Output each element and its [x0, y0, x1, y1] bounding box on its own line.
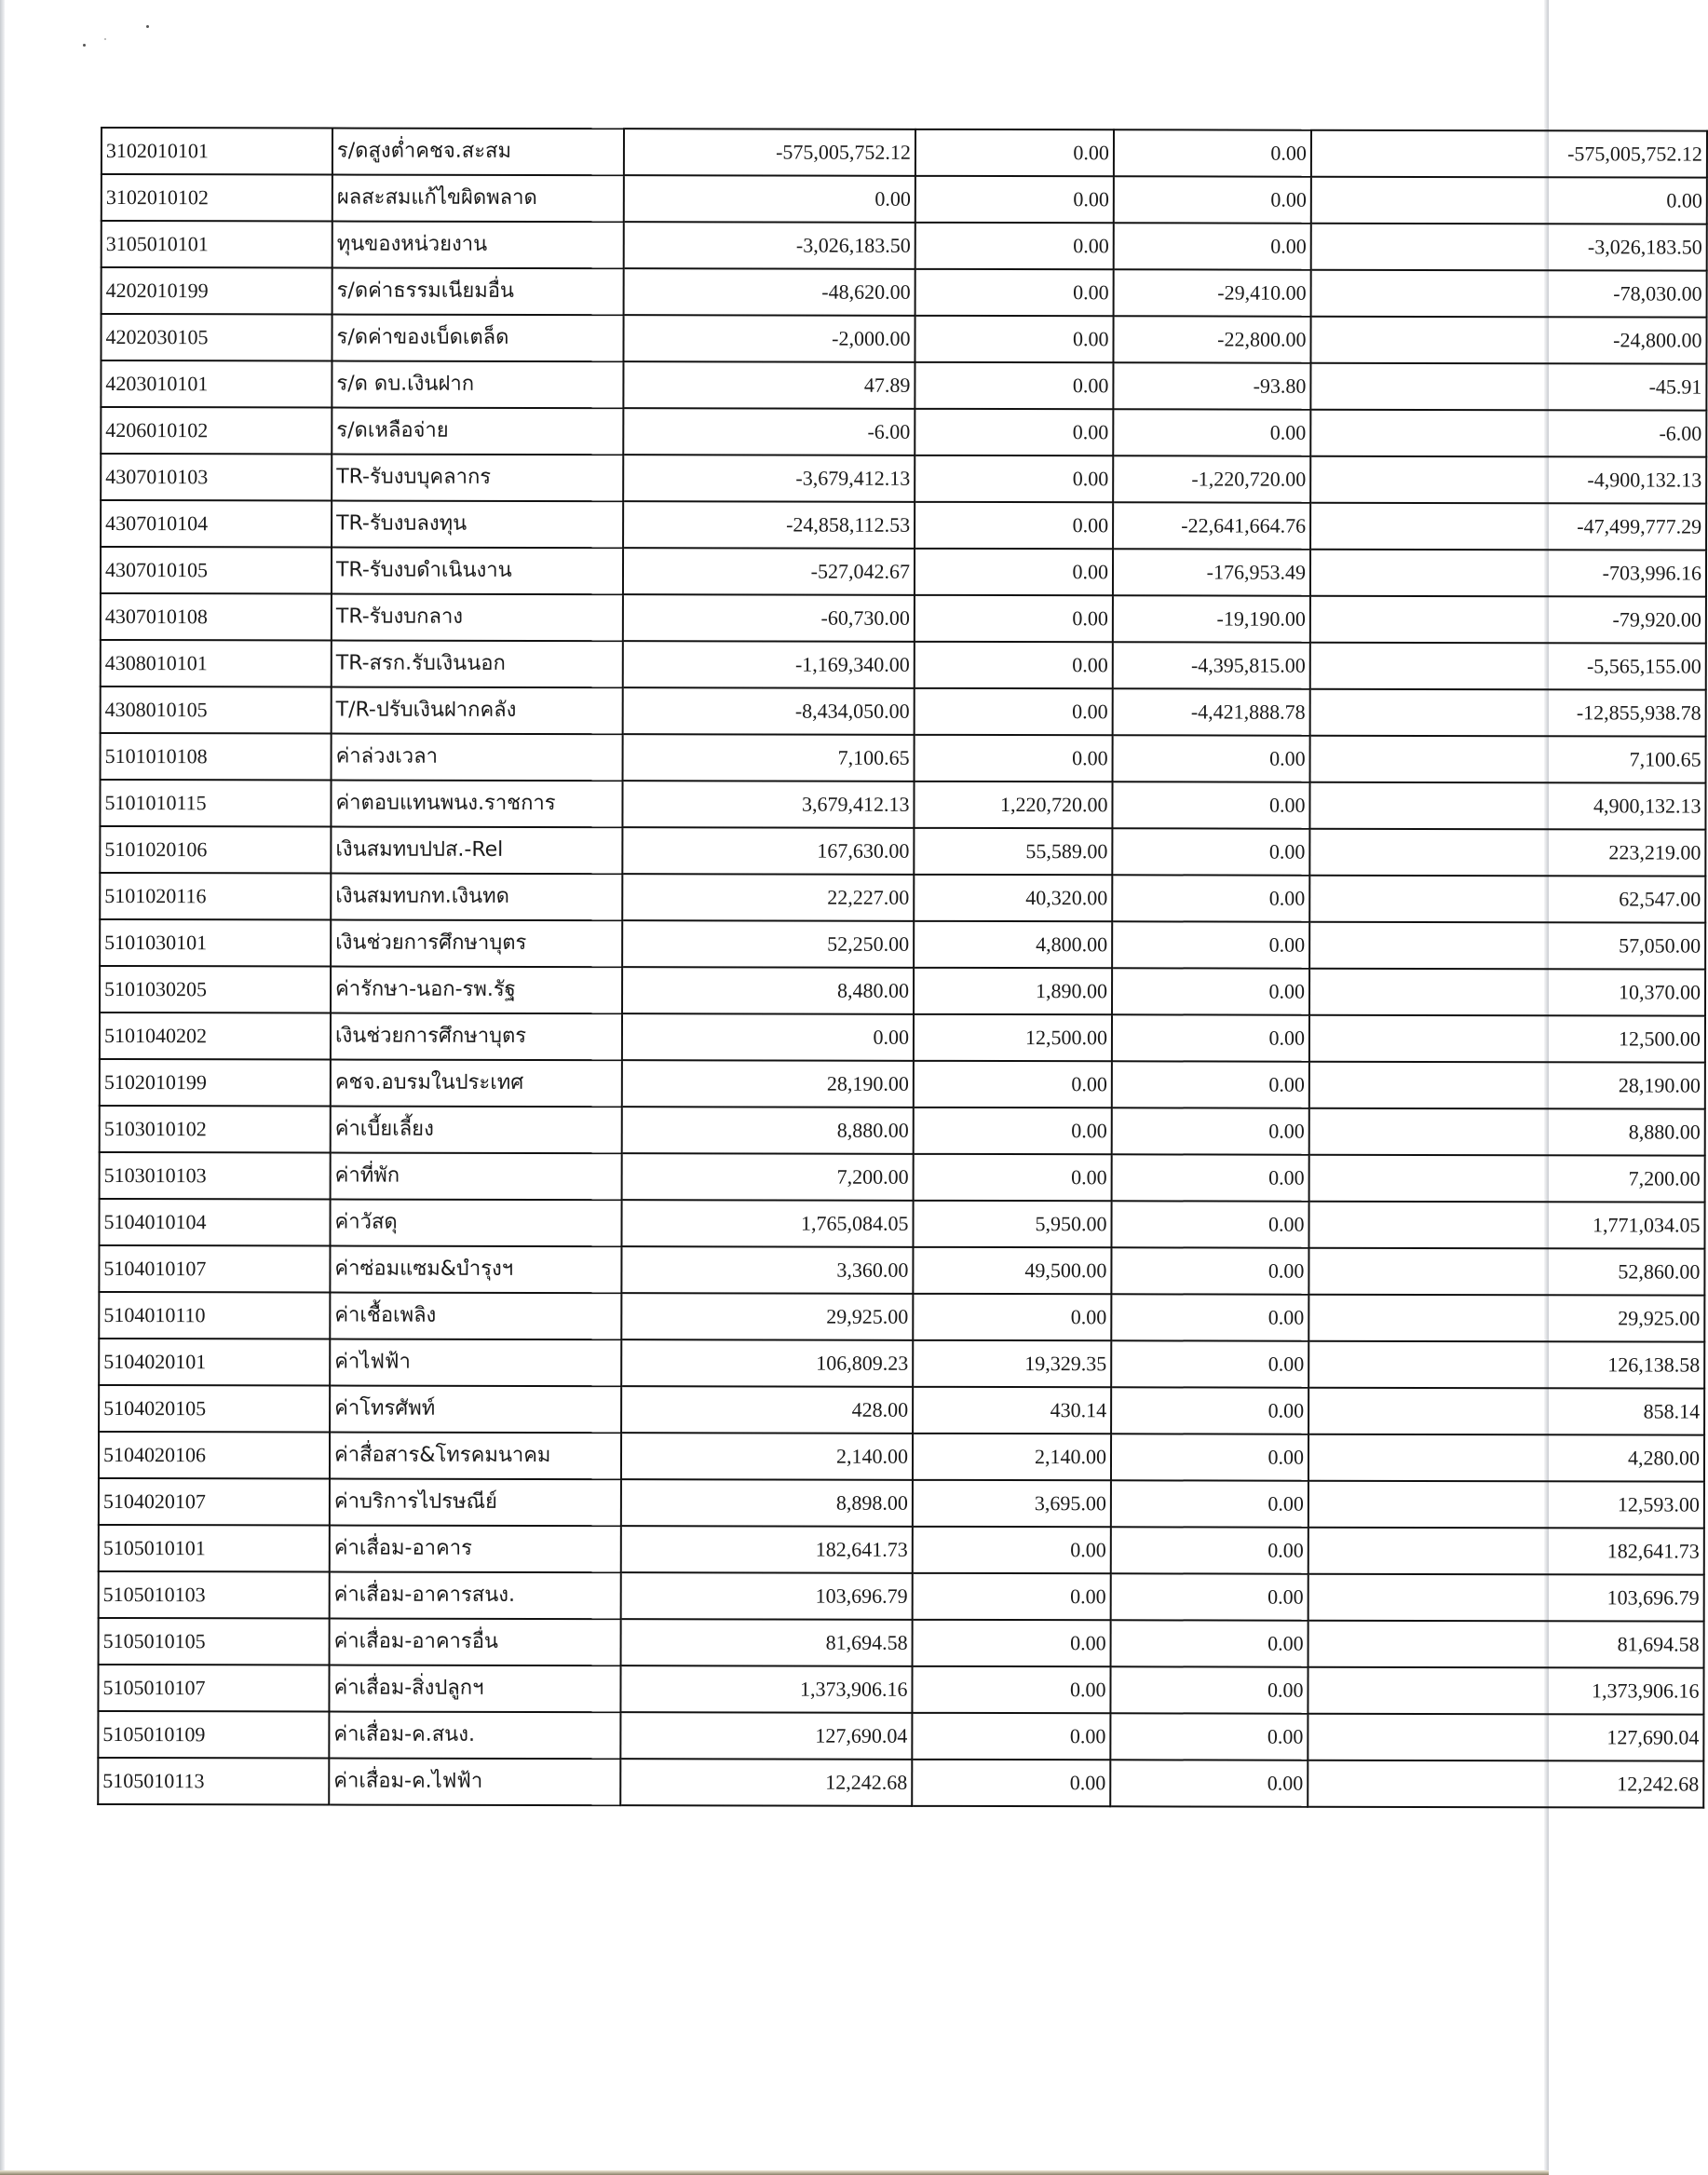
debit-cell: 19,329.35 — [913, 1340, 1111, 1387]
table-row — [100, 1059, 1705, 1109]
credit-cell: 0.00 — [1111, 1340, 1308, 1387]
table-row — [98, 1758, 1703, 1808]
closing-balance-cell: 858.14 — [1308, 1388, 1704, 1435]
debit-cell: 0.00 — [912, 1760, 1110, 1806]
opening-balance-cell: 8,480.00 — [622, 967, 914, 1014]
account-name-cell: ค่าวัสดุ — [330, 1200, 621, 1247]
credit-cell: -22,800.00 — [1113, 316, 1310, 362]
closing-balance-cell: 28,190.00 — [1309, 1062, 1705, 1109]
table-row — [100, 873, 1705, 923]
table-row — [100, 1152, 1705, 1203]
closing-balance-cell: -5,565,155.00 — [1310, 643, 1706, 690]
table-row — [99, 1339, 1704, 1389]
credit-cell: 0.00 — [1112, 968, 1309, 1014]
debit-cell: 0.00 — [914, 1154, 1112, 1201]
account-code-cell: 4307010103 — [101, 454, 332, 501]
account-code-cell: 5105010105 — [99, 1618, 330, 1665]
credit-cell: 0.00 — [1112, 921, 1309, 968]
account-code-cell: 4203010101 — [101, 360, 332, 408]
account-name-cell: ค่าบริการไปรษณีย์ — [330, 1479, 621, 1527]
trial-balance-table — [97, 127, 1708, 1809]
account-name-cell: ค่าล่วงเวลา — [332, 734, 623, 782]
closing-balance-cell: -47,499,777.29 — [1310, 503, 1706, 551]
credit-cell: -4,395,815.00 — [1113, 642, 1310, 688]
opening-balance-cell: 7,200.00 — [622, 1153, 914, 1201]
credit-cell: 0.00 — [1110, 1666, 1308, 1713]
credit-cell: 0.00 — [1113, 409, 1310, 455]
account-name-cell: ร/ดค่าธรรมเนียมอื่น — [332, 268, 624, 316]
opening-balance-cell: 1,373,906.16 — [620, 1665, 912, 1713]
account-code-cell: 3102010101 — [102, 128, 332, 175]
table-row — [99, 1571, 1704, 1622]
debit-cell: 0.00 — [914, 1108, 1112, 1154]
closing-balance-cell: 57,050.00 — [1309, 922, 1705, 970]
opening-balance-cell: -60,730.00 — [623, 594, 915, 642]
table-row — [98, 1711, 1703, 1761]
closing-balance-cell: 12,500.00 — [1309, 1015, 1705, 1063]
account-code-cell: 5104010110 — [99, 1292, 330, 1339]
table-row — [100, 919, 1705, 970]
debit-cell: 0.00 — [913, 1527, 1111, 1573]
table-row — [101, 454, 1706, 504]
debit-cell: 0.00 — [915, 409, 1113, 455]
debit-cell: 12,500.00 — [914, 1014, 1112, 1061]
debit-cell: 55,589.00 — [914, 828, 1112, 875]
opening-balance-cell: 0.00 — [624, 175, 915, 223]
account-name-cell: ค่าเสื่อม-อาคารอื่น — [330, 1619, 621, 1666]
account-code-cell: 5101010115 — [100, 780, 331, 827]
account-code-cell: 5105010113 — [98, 1758, 329, 1805]
closing-balance-cell: 103,696.79 — [1308, 1574, 1704, 1622]
table-row — [101, 686, 1706, 737]
closing-balance-cell: 62,547.00 — [1309, 876, 1705, 923]
account-name-cell: ค่าสื่อสาร&โทรคมนาคม — [330, 1433, 621, 1480]
account-name-cell: เงินช่วยการศึกษาบุตร — [331, 920, 622, 968]
table-row — [100, 966, 1705, 1016]
opening-balance-cell: 22,227.00 — [622, 874, 914, 921]
table-row — [101, 733, 1706, 783]
debit-cell: 0.00 — [914, 1061, 1112, 1108]
opening-balance-cell: -24,858,112.53 — [623, 501, 915, 549]
debit-cell: 0.00 — [913, 1620, 1111, 1666]
closing-balance-cell: -575,005,752.12 — [1311, 130, 1707, 178]
debit-cell: 40,320.00 — [914, 875, 1112, 921]
account-code-cell: 5101020106 — [100, 826, 331, 874]
table-row — [101, 547, 1706, 597]
account-name-cell: T/R-ปรับเงินฝากคลัง — [332, 687, 623, 735]
closing-balance-cell: -78,030.00 — [1311, 270, 1707, 318]
closing-balance-cell: -703,996.16 — [1310, 550, 1706, 597]
credit-cell: 0.00 — [1111, 1480, 1308, 1527]
opening-balance-cell: 29,925.00 — [621, 1293, 913, 1340]
account-name-cell: ค่าเสื่อม-ค.ไฟฟ้า — [329, 1759, 620, 1806]
opening-balance-cell: 12,242.68 — [620, 1759, 912, 1806]
account-name-cell: TR-สรก.รับเงินนอก — [332, 641, 623, 688]
credit-cell: 0.00 — [1111, 1620, 1308, 1666]
account-code-cell: 5105010107 — [98, 1665, 329, 1712]
account-code-cell: 5103010102 — [100, 1106, 331, 1153]
opening-balance-cell: 3,679,412.13 — [622, 781, 914, 828]
account-code-cell: 4307010105 — [101, 547, 332, 594]
account-name-cell: เงินสมทบกท.เงินทด — [331, 874, 622, 921]
opening-balance-cell: 428.00 — [621, 1386, 913, 1434]
closing-balance-cell: 52,860.00 — [1308, 1248, 1704, 1296]
table-row — [99, 1525, 1704, 1575]
scan-edge-bottom — [0, 2170, 1549, 2175]
table-row — [100, 826, 1705, 877]
credit-cell: -29,410.00 — [1114, 269, 1311, 316]
account-code-cell: 5104020107 — [99, 1478, 330, 1526]
debit-cell: 0.00 — [913, 1294, 1111, 1340]
credit-cell: -176,953.49 — [1113, 549, 1310, 595]
account-code-cell: 5104010104 — [99, 1199, 330, 1246]
debit-cell: 0.00 — [915, 502, 1113, 549]
account-code-cell: 4307010104 — [101, 500, 332, 548]
closing-balance-cell: 7,200.00 — [1309, 1155, 1705, 1203]
opening-balance-cell: 167,630.00 — [622, 827, 914, 875]
closing-balance-cell: 7,100.65 — [1310, 736, 1706, 783]
debit-cell: 4,800.00 — [914, 921, 1112, 968]
credit-cell: 0.00 — [1112, 1154, 1309, 1201]
credit-cell: 0.00 — [1111, 1387, 1308, 1434]
opening-balance-cell: 182,641.73 — [621, 1526, 913, 1573]
debit-cell: 0.00 — [915, 176, 1114, 223]
debit-cell: 0.00 — [912, 1713, 1110, 1760]
credit-cell: 0.00 — [1112, 1108, 1309, 1154]
opening-balance-cell: 47.89 — [623, 361, 915, 409]
account-name-cell: คชจ.อบรมในประเทศ — [331, 1060, 622, 1108]
debit-cell: 1,220,720.00 — [914, 782, 1112, 828]
debit-cell: 49,500.00 — [913, 1247, 1111, 1294]
account-name-cell: TR-รับงบลงทุน — [332, 501, 623, 549]
closing-balance-cell: 223,219.00 — [1309, 829, 1705, 877]
table-row — [99, 1245, 1704, 1296]
account-name-cell: ค่ารักษา-นอก-รพ.รัฐ — [331, 967, 622, 1014]
opening-balance-cell: -3,679,412.13 — [623, 455, 915, 502]
debit-cell: 430.14 — [913, 1387, 1111, 1434]
credit-cell: 0.00 — [1114, 129, 1311, 176]
credit-cell: -1,220,720.00 — [1113, 455, 1310, 502]
account-name-cell: ร/ดค่าของเบ็ดเตล็ด — [332, 315, 623, 362]
opening-balance-cell: 52,250.00 — [622, 920, 914, 968]
closing-balance-cell: 1,373,906.16 — [1308, 1667, 1703, 1715]
debit-cell: 0.00 — [915, 595, 1113, 642]
credit-cell: -19,190.00 — [1113, 595, 1310, 642]
closing-balance-cell: 81,694.58 — [1308, 1621, 1704, 1668]
account-code-cell: 5102010199 — [100, 1059, 331, 1107]
account-name-cell: ค่าเชื้อเพลิง — [330, 1293, 621, 1340]
closing-balance-cell: 12,242.68 — [1308, 1760, 1703, 1808]
credit-cell: 0.00 — [1114, 223, 1311, 269]
table-row — [102, 128, 1707, 178]
table-row — [101, 500, 1706, 551]
credit-cell: 0.00 — [1112, 828, 1309, 875]
account-name-cell: ค่าที่พัก — [331, 1153, 622, 1201]
account-code-cell: 5101030205 — [100, 966, 331, 1013]
closing-balance-cell: 0.00 — [1311, 177, 1707, 224]
account-name-cell: ร/ด ดบ.เงินฝาก — [332, 361, 623, 409]
account-name-cell: เงินสมทบปปส.-Rel — [331, 827, 622, 875]
account-name-cell: ร/ดสูงต่ำคชจ.สะสม — [332, 129, 624, 176]
table-row — [99, 1432, 1704, 1482]
credit-cell: 0.00 — [1112, 1061, 1309, 1108]
account-name-cell: ค่าเสื่อม-อาคาร — [330, 1526, 621, 1573]
debit-cell: 0.00 — [915, 269, 1114, 316]
credit-cell: -4,421,888.78 — [1113, 688, 1310, 735]
table-row — [99, 1618, 1704, 1668]
closing-balance-cell: 126,138.58 — [1308, 1341, 1704, 1389]
scan-speck — [104, 38, 106, 40]
credit-cell: 0.00 — [1112, 1014, 1309, 1061]
debit-cell: 0.00 — [915, 735, 1113, 782]
opening-balance-cell: 8,898.00 — [621, 1479, 913, 1527]
closing-balance-cell: 4,900,132.13 — [1309, 782, 1705, 830]
credit-cell: 0.00 — [1112, 782, 1309, 828]
opening-balance-cell: -527,042.67 — [623, 548, 915, 595]
table-row — [100, 1106, 1705, 1156]
account-code-cell: 5105010101 — [99, 1525, 330, 1572]
account-name-cell: TR-รับงบบุคลากร — [332, 455, 623, 502]
account-code-cell: 5101010108 — [101, 733, 332, 781]
closing-balance-cell: -3,026,183.50 — [1311, 224, 1707, 271]
table-row — [101, 360, 1706, 411]
table-row — [99, 1199, 1704, 1249]
debit-cell: 0.00 — [915, 455, 1113, 502]
table-row — [100, 1013, 1705, 1063]
opening-balance-cell: -575,005,752.12 — [624, 129, 915, 176]
opening-balance-cell: 0.00 — [622, 1013, 914, 1061]
account-code-cell: 5104010107 — [99, 1245, 330, 1293]
table-row — [99, 1292, 1704, 1342]
opening-balance-cell: 106,809.23 — [621, 1339, 913, 1387]
closing-balance-cell: 10,370.00 — [1309, 969, 1705, 1016]
account-name-cell: ค่าตอบแทนพนง.ราชการ — [331, 781, 622, 828]
closing-balance-cell: 182,641.73 — [1308, 1528, 1704, 1575]
table-row — [102, 174, 1707, 224]
opening-balance-cell: 28,190.00 — [622, 1060, 914, 1108]
table-row — [102, 221, 1707, 271]
account-name-cell: TR-รับงบดำเนินงาน — [332, 548, 623, 595]
table-row — [99, 1385, 1704, 1435]
trial-balance-body — [98, 128, 1707, 1808]
account-code-cell: 5101030101 — [100, 919, 331, 967]
opening-balance-cell: 103,696.79 — [621, 1572, 913, 1620]
debit-cell: 0.00 — [915, 129, 1114, 176]
debit-cell: 0.00 — [915, 549, 1113, 595]
credit-cell: -93.80 — [1113, 362, 1310, 409]
account-code-cell: 4307010108 — [101, 593, 332, 641]
debit-cell: 0.00 — [915, 642, 1113, 688]
account-code-cell: 5104020101 — [99, 1339, 330, 1386]
credit-cell: 0.00 — [1111, 1294, 1308, 1340]
credit-cell: 0.00 — [1113, 735, 1310, 782]
opening-balance-cell: 7,100.65 — [623, 734, 915, 782]
debit-cell: 2,140.00 — [913, 1434, 1111, 1480]
account-code-cell: 5101040202 — [100, 1013, 331, 1060]
credit-cell: 0.00 — [1111, 1434, 1308, 1480]
debit-cell: 0.00 — [915, 688, 1113, 735]
closing-balance-cell: 1,771,034.05 — [1308, 1202, 1704, 1249]
opening-balance-cell: -3,026,183.50 — [624, 222, 915, 269]
table-row — [101, 640, 1706, 690]
debit-cell: 1,890.00 — [914, 968, 1112, 1014]
account-name-cell: ค่าโทรศัพท์ — [330, 1386, 621, 1434]
account-name-cell: ค่าเสื่อม-อาคารสนง. — [330, 1572, 621, 1620]
account-code-cell: 3105010101 — [102, 221, 332, 268]
debit-cell: 5,950.00 — [913, 1201, 1111, 1247]
account-code-cell: 4308010101 — [101, 640, 332, 687]
account-name-cell: ค่าเบี้ยเลี้ยง — [331, 1107, 622, 1154]
table-row — [101, 593, 1706, 644]
opening-balance-cell: -2,000.00 — [623, 315, 915, 362]
account-name-cell: ทุนของหน่วยงาน — [332, 222, 624, 269]
credit-cell: 0.00 — [1110, 1760, 1308, 1806]
table-row — [98, 1665, 1703, 1715]
closing-balance-cell: 4,280.00 — [1308, 1434, 1704, 1482]
opening-balance-cell: 2,140.00 — [621, 1433, 913, 1480]
account-code-cell: 4202010199 — [102, 267, 332, 315]
account-code-cell: 5104020106 — [99, 1432, 330, 1479]
account-code-cell: 5104020105 — [99, 1385, 330, 1433]
account-code-cell: 5101020116 — [100, 873, 331, 920]
closing-balance-cell: -79,920.00 — [1310, 596, 1706, 644]
debit-cell: 0.00 — [915, 223, 1114, 269]
closing-balance-cell: -4,900,132.13 — [1310, 456, 1706, 504]
opening-balance-cell: -48,620.00 — [624, 268, 915, 316]
debit-cell: 0.00 — [915, 362, 1113, 409]
account-name-cell: ผลสะสมแก้ไขผิดพลาด — [332, 175, 624, 223]
credit-cell: -22,641,664.76 — [1113, 502, 1310, 549]
opening-balance-cell: -1,169,340.00 — [623, 641, 915, 688]
account-code-cell: 5105010103 — [99, 1571, 330, 1619]
table-row — [102, 267, 1707, 318]
opening-balance-cell: -8,434,050.00 — [623, 687, 915, 735]
opening-balance-cell: 3,360.00 — [621, 1246, 913, 1294]
account-name-cell: เงินช่วยการศึกษาบุตร — [331, 1013, 622, 1061]
table-row — [101, 314, 1706, 364]
account-name-cell: ค่าไฟฟ้า — [330, 1339, 621, 1387]
account-code-cell: 3102010102 — [102, 174, 332, 222]
credit-cell: 0.00 — [1111, 1573, 1308, 1620]
credit-cell: 0.00 — [1111, 1247, 1308, 1294]
closing-balance-cell: -45.91 — [1310, 363, 1706, 411]
account-code-cell: 5105010109 — [98, 1711, 329, 1759]
scan-speck — [83, 44, 86, 47]
credit-cell: 0.00 — [1111, 1527, 1308, 1573]
account-code-cell: 4206010102 — [101, 407, 332, 455]
opening-balance-cell: 1,765,084.05 — [621, 1200, 913, 1247]
account-code-cell: 4202030105 — [101, 314, 332, 361]
closing-balance-cell: 29,925.00 — [1308, 1295, 1704, 1342]
debit-cell: 0.00 — [915, 316, 1113, 362]
closing-balance-cell: -12,855,938.78 — [1310, 689, 1706, 737]
credit-cell: 0.00 — [1110, 1713, 1308, 1760]
credit-cell: 0.00 — [1112, 875, 1309, 921]
table-row — [99, 1478, 1704, 1529]
debit-cell: 0.00 — [913, 1573, 1111, 1620]
opening-balance-cell: 8,880.00 — [622, 1107, 914, 1154]
table-row — [100, 780, 1705, 830]
debit-cell: 0.00 — [912, 1666, 1110, 1713]
opening-balance-cell: 127,690.04 — [620, 1712, 912, 1760]
closing-balance-cell: 12,593.00 — [1308, 1481, 1704, 1529]
credit-cell: 0.00 — [1114, 176, 1311, 223]
opening-balance-cell: 81,694.58 — [621, 1619, 913, 1666]
account-name-cell: ค่าเสื่อม-สิ่งปลูกฯ — [329, 1665, 620, 1713]
debit-cell: 3,695.00 — [913, 1480, 1111, 1527]
closing-balance-cell: 8,880.00 — [1309, 1108, 1705, 1156]
closing-balance-cell: -24,800.00 — [1310, 317, 1706, 364]
account-code-cell: 5103010103 — [100, 1152, 331, 1200]
closing-balance-cell: 127,690.04 — [1308, 1714, 1703, 1761]
account-name-cell: ร/ดเหลือจ่าย — [332, 408, 623, 455]
account-code-cell: 4308010105 — [101, 686, 332, 734]
account-name-cell: TR-รับงบกลาง — [332, 594, 623, 642]
scan-edge-left — [0, 0, 5, 2175]
closing-balance-cell: -6.00 — [1310, 410, 1706, 457]
opening-balance-cell: -6.00 — [623, 408, 915, 455]
table-row — [101, 407, 1706, 457]
scan-speck — [146, 25, 149, 28]
credit-cell: 0.00 — [1111, 1201, 1308, 1247]
account-name-cell: ค่าเสื่อม-ค.สนง. — [329, 1712, 620, 1760]
account-name-cell: ค่าซ่อมแซม&บำรุงฯ — [330, 1246, 621, 1294]
